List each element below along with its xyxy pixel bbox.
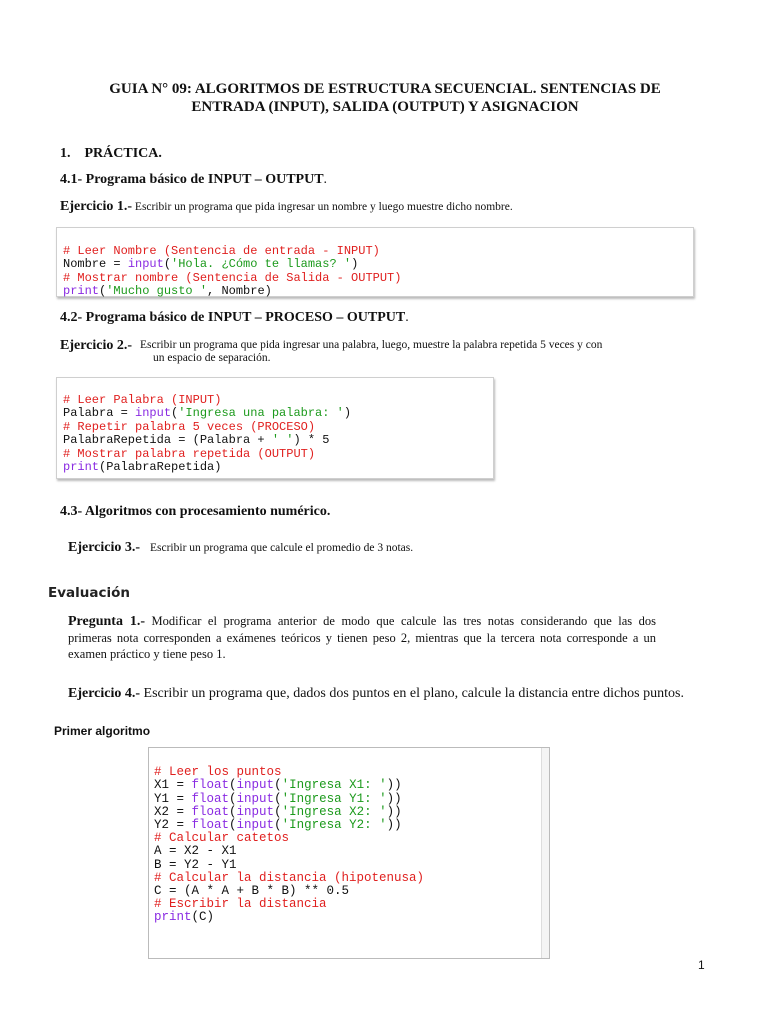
code-line: # Leer Palabra (INPUT)	[63, 392, 222, 407]
code-token: Palabra =	[63, 406, 136, 420]
question-1-text: Modificar el programa anterior de modo que calcule las tres notas considerando que las dos	[144, 614, 656, 628]
code-token: ))	[386, 804, 402, 819]
code-token: ))	[386, 778, 402, 793]
code-block-3	[148, 747, 550, 959]
code-token: input	[236, 778, 275, 793]
code-line: C = (A * A + B * B) ** 0.5	[154, 884, 350, 899]
code-token: (PalabraRepetida)	[99, 460, 222, 474]
code-line: # Mostrar palabra repetida (OUTPUT)	[63, 446, 316, 461]
question-1-line-2: primeras nota corresponden a exámenes teóricos y tienen peso 2, mientras que la tercera nota corresponde a un	[68, 631, 656, 645]
code-line: # Escribir la distancia	[154, 897, 327, 912]
code-line: # Leer los puntos	[154, 765, 282, 780]
code-token: (	[229, 791, 237, 806]
exercise-2-text-2: un espacio de separación.	[153, 352, 271, 364]
code-token: float	[191, 804, 230, 819]
code-token: (	[99, 284, 107, 298]
code-block-1	[56, 227, 694, 297]
section-4-2-text: 4.2- Programa básico de INPUT – PROCESO – OUTPUT	[60, 310, 406, 325]
exercise-3-text: Escribir un programa que calcule el promedio de 3 notas.	[150, 542, 414, 554]
code-token: float	[191, 778, 230, 793]
question-1-line-1	[68, 613, 656, 630]
section-4-3-heading: 4.3- Algoritmos con procesamiento numérico.	[60, 504, 331, 519]
exercise-1-label: Ejercicio 1.-	[60, 199, 133, 214]
code-token: ) * 5	[293, 433, 330, 447]
code-token: ' '	[271, 433, 294, 447]
code-line: B = Y2 - Y1	[154, 857, 237, 872]
code-token: 'Ingresa Y2: '	[281, 818, 387, 833]
exercise-4-text: Escribir un programa que, dados dos puntos en el plano, calcule la distancia entre dichos puntos.	[140, 686, 684, 701]
code-line: # Leer Nombre (Sentencia de entrada - INPUT)	[63, 243, 380, 258]
code-line: # Calcular la distancia (hipotenusa)	[154, 870, 425, 885]
code-token: input	[135, 406, 172, 420]
code-token: ))	[386, 818, 402, 833]
title-line-1: GUIA N° 09: ALGORITMOS DE ESTRUCTURA SECUENCIAL. SENTENCIAS DE	[109, 81, 661, 97]
code-token: input	[127, 257, 164, 271]
code-token: )	[343, 406, 352, 420]
section-4-2-heading: 4.2- Programa básico de INPUT – PROCESO – OUTPUT.	[60, 310, 409, 325]
code-token: )	[351, 257, 359, 271]
code-token: (	[274, 791, 282, 806]
exercise-3-label: Ejercicio 3.-	[68, 540, 141, 555]
code-token: (	[274, 778, 282, 793]
code-token: 'Ingresa X2: '	[281, 804, 387, 819]
code-token: (	[274, 804, 282, 819]
exercise-2-label: Ejercicio 2.-	[60, 338, 133, 353]
code-token: , Nombre)	[207, 284, 272, 298]
code-token: 'Ingresa X1: '	[281, 778, 387, 793]
page-title	[60, 80, 710, 116]
question-1-label: Pregunta 1.-	[68, 614, 145, 629]
primer-algoritmo-label: Primer algoritmo	[54, 724, 151, 738]
code-token: float	[191, 791, 230, 806]
code-token: float	[191, 818, 230, 833]
code-token: (	[163, 257, 172, 271]
exercise-4-label: Ejercicio 4.-	[68, 686, 141, 701]
code-line: A = X2 - X1	[154, 844, 237, 859]
code-token: 'Mucho gusto '	[106, 284, 208, 298]
exercise-2-text-1: Escribir un programa que pida ingresar una palabra, luego, muestre la palabra repetida 5 veces y con	[140, 339, 603, 351]
exercise-2	[60, 338, 132, 354]
question-1-line-3: examen práctico y tiene peso 1.	[68, 647, 226, 661]
evaluacion-heading: Evaluación	[48, 585, 130, 601]
code-token: (	[229, 778, 237, 793]
code-token: Y2 =	[154, 818, 192, 833]
code-token: (	[229, 818, 237, 833]
title-line-2: ENTRADA (INPUT), SALIDA (OUTPUT) Y ASIGNACION	[191, 99, 579, 115]
exercise-1-text: Escribir un programa que pida ingresar un nombre y luego muestre dicho nombre.	[132, 201, 513, 213]
code-token: 'Ingresa Y1: '	[281, 791, 387, 806]
code-block-scrollbar[interactable]	[541, 748, 549, 958]
section-heading-practica: 1. PRÁCTICA.	[60, 146, 162, 161]
code-token: (C)	[191, 910, 215, 925]
code-token: (	[229, 804, 237, 819]
code-token: X1 =	[154, 778, 192, 793]
code-token: print	[63, 460, 100, 474]
code-token: Y1 =	[154, 791, 192, 806]
code-line: # Repetir palabra 5 veces (PROCESO)	[63, 419, 316, 434]
exercise-3	[68, 540, 140, 556]
code-token: (	[171, 406, 179, 420]
code-token: print	[63, 284, 100, 298]
code-block-2	[56, 377, 494, 479]
code-token: ))	[386, 791, 402, 806]
exercise-1	[60, 199, 513, 215]
code-token: Nombre =	[63, 257, 128, 271]
code-line: # Calcular catetos	[154, 831, 290, 846]
code-token: input	[236, 791, 275, 806]
code-token: X2 =	[154, 804, 192, 819]
code-line: # Mostrar nombre (Sentencia de Salida - OUTPUT)	[63, 270, 402, 285]
code-token: (	[274, 818, 282, 833]
code-token: 'Hola. ¿Cómo te llamas? '	[171, 257, 352, 271]
code-token: input	[236, 804, 275, 819]
code-token: print	[154, 910, 192, 925]
code-token: PalabraRepetida = (Palabra +	[63, 433, 272, 447]
section-4-1-text: 4.1- Programa básico de INPUT – OUTPUT	[60, 172, 324, 187]
question-1	[68, 613, 656, 662]
page-number: 1	[698, 958, 705, 972]
code-token: 'Ingresa una palabra: '	[178, 406, 344, 420]
exercise-4	[68, 686, 684, 702]
code-token: input	[236, 818, 275, 833]
section-4-1-heading: 4.1- Programa básico de INPUT – OUTPUT.	[60, 172, 328, 187]
